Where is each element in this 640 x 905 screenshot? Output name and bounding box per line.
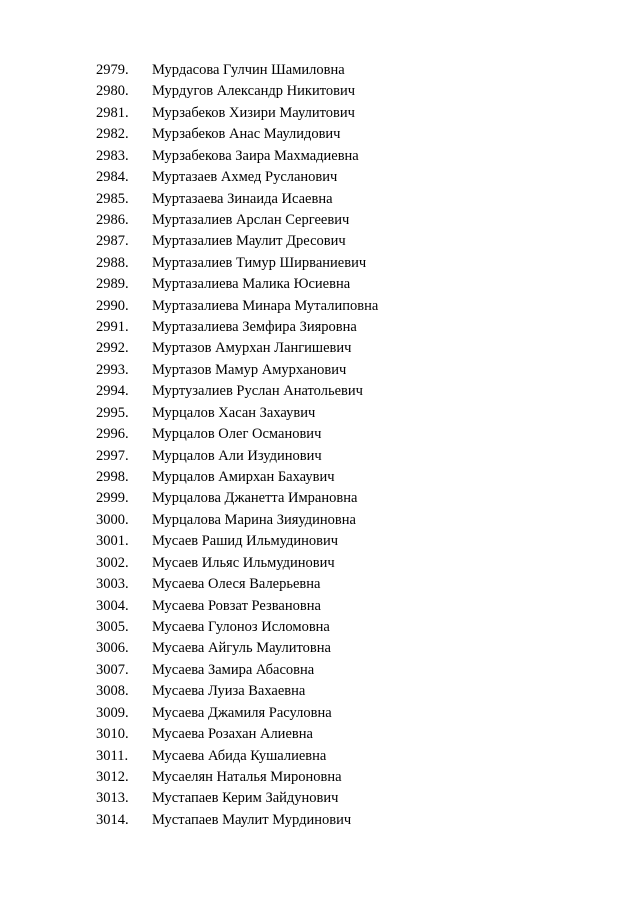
entry-name: Муртазалиев Арслан Сергеевич	[152, 211, 350, 228]
entry-name: Мурцалов Хасан Захаувич	[152, 404, 316, 421]
entry-name: Муртазов Мамур Амурханович	[152, 361, 347, 378]
list-item	[0, 189, 640, 210]
entry-name: Мурцалова Джанетта Имрановна	[152, 490, 358, 507]
entry-number: 3006.	[96, 640, 129, 657]
entry-name: Мустапаев Керим Зайдунович	[152, 790, 339, 807]
entry-name: Мусаев Рашид Ильмудинович	[152, 533, 339, 550]
entry-number: 3009.	[96, 704, 129, 721]
entry-number: 2982.	[96, 126, 129, 143]
entry-number: 2989.	[96, 276, 129, 293]
entry-number: 2998.	[96, 469, 129, 486]
entry-number: 2994.	[96, 383, 129, 400]
entry-number: 2979.	[96, 62, 129, 78]
entry-name: Муртазалиев Маулит Дресович	[152, 233, 346, 250]
entry-number: 2993.	[96, 361, 129, 378]
entry-name: Муртазов Амурхан Лангишевич	[152, 340, 352, 357]
entry-name: Мурзабекова Заира Махмадиевна	[152, 147, 359, 164]
entry-number: 3004.	[96, 597, 129, 614]
list-item	[0, 510, 640, 531]
entry-number: 3000.	[96, 511, 129, 528]
list-item	[0, 338, 640, 359]
list-item	[0, 724, 640, 745]
list-item	[0, 703, 640, 724]
entry-name: Мустапаев Маулит Мурдинович	[152, 811, 352, 828]
entry-name: Мусаева Луиза Вахаевна	[152, 683, 306, 700]
list-item	[0, 574, 640, 595]
entry-number: 3012.	[96, 768, 129, 785]
entry-name: Мурдасова Гулчин Шамиловна	[152, 62, 345, 78]
entry-number: 2986.	[96, 211, 129, 228]
list-item	[0, 403, 640, 424]
entry-name: Мусаева Гулоноз Исломовна	[152, 618, 330, 635]
entry-name: Мурзабеков Анас Маулидович	[152, 126, 341, 143]
list-item	[0, 103, 640, 124]
entry-number: 2990.	[96, 297, 129, 314]
list-item	[0, 810, 640, 831]
entry-number: 2988.	[96, 254, 129, 271]
entry-number: 2981.	[96, 104, 129, 121]
list-item	[0, 360, 640, 381]
entry-number: 3005.	[96, 618, 129, 635]
entry-number: 2983.	[96, 147, 129, 164]
list-item	[0, 167, 640, 188]
list-item	[0, 488, 640, 509]
entry-number: 3001.	[96, 533, 129, 550]
entry-number: 2995.	[96, 404, 129, 421]
list-item	[0, 81, 640, 102]
list-item	[0, 60, 640, 81]
list-item	[0, 638, 640, 659]
entry-name: Мусаева Ровзат Резвановна	[152, 597, 321, 614]
entry-name: Мурцалов Али Изудинович	[152, 447, 322, 464]
list-item	[0, 124, 640, 145]
entry-name: Муртузалиев Руслан Анатольевич	[152, 383, 363, 400]
list-item	[0, 660, 640, 681]
entry-name: Мусаева Розахан Алиевна	[152, 726, 313, 743]
list-item	[0, 617, 640, 638]
list-item	[0, 553, 640, 574]
entry-name: Мурцалов Амирхан Бахаувич	[152, 469, 335, 486]
entry-number: 2991.	[96, 319, 129, 336]
entry-number: 2996.	[96, 426, 129, 443]
entry-name: Мусаева Айгуль Маулитовна	[152, 640, 331, 657]
entry-name: Муртазаев Ахмед Русланович	[152, 169, 338, 186]
list-item	[0, 788, 640, 809]
list-item	[0, 681, 640, 702]
entry-name: Муртазалиева Земфира Зияровна	[152, 319, 357, 336]
entry-number: 3008.	[96, 683, 129, 700]
entry-name: Муртазалиева Малика Юсиевна	[152, 276, 351, 293]
entry-name: Муртазалиев Тимур Ширваниевич	[152, 254, 367, 271]
entry-name: Мусаев Ильяс Ильмудинович	[152, 554, 335, 571]
entry-number: 3010.	[96, 726, 129, 743]
entry-number: 2999.	[96, 490, 129, 507]
entry-name: Мурцалова Марина Зияудиновна	[152, 511, 356, 528]
list-item	[0, 274, 640, 295]
entry-number: 2987.	[96, 233, 129, 250]
list-item	[0, 467, 640, 488]
entry-number: 3002.	[96, 554, 129, 571]
list-item	[0, 296, 640, 317]
list-item	[0, 231, 640, 252]
list-item	[0, 446, 640, 467]
entry-number: 3014.	[96, 811, 129, 828]
list-item	[0, 210, 640, 231]
list-item	[0, 146, 640, 167]
list-item	[0, 746, 640, 767]
entry-name: Муртазаева Зинаида Исаевна	[152, 190, 333, 207]
list-item	[0, 767, 640, 788]
entry-number: 3013.	[96, 790, 129, 807]
entry-number: 3003.	[96, 576, 129, 593]
entry-name: Мусаелян Наталья Мироновна	[152, 768, 342, 785]
entry-name: Мурдугов Александр Никитович	[152, 83, 355, 100]
entry-name: Муртазалиева Минара Муталиповна	[152, 297, 379, 314]
entry-name: Мурзабеков Хизири Маулитович	[152, 104, 355, 121]
name-list	[0, 60, 640, 831]
entry-number: 2985.	[96, 190, 129, 207]
entry-number: 3007.	[96, 661, 129, 678]
entry-number: 2980.	[96, 83, 129, 100]
list-item	[0, 596, 640, 617]
entry-name: Мусаева Джамиля Расуловна	[152, 704, 332, 721]
entry-name: Мурцалов Олег Османович	[152, 426, 322, 443]
list-item	[0, 317, 640, 338]
list-item	[0, 424, 640, 445]
entry-number: 3011.	[96, 747, 129, 764]
entry-name: Мусаева Замира Абасовна	[152, 661, 315, 678]
entry-number: 2997.	[96, 447, 129, 464]
list-item	[0, 531, 640, 552]
entry-name: Мусаева Олеся Валерьевна	[152, 576, 321, 593]
list-item	[0, 381, 640, 402]
entry-name: Мусаева Абида Кушалиевна	[152, 747, 327, 764]
list-item	[0, 253, 640, 274]
entry-number: 2992.	[96, 340, 129, 357]
entry-number: 2984.	[96, 169, 129, 186]
